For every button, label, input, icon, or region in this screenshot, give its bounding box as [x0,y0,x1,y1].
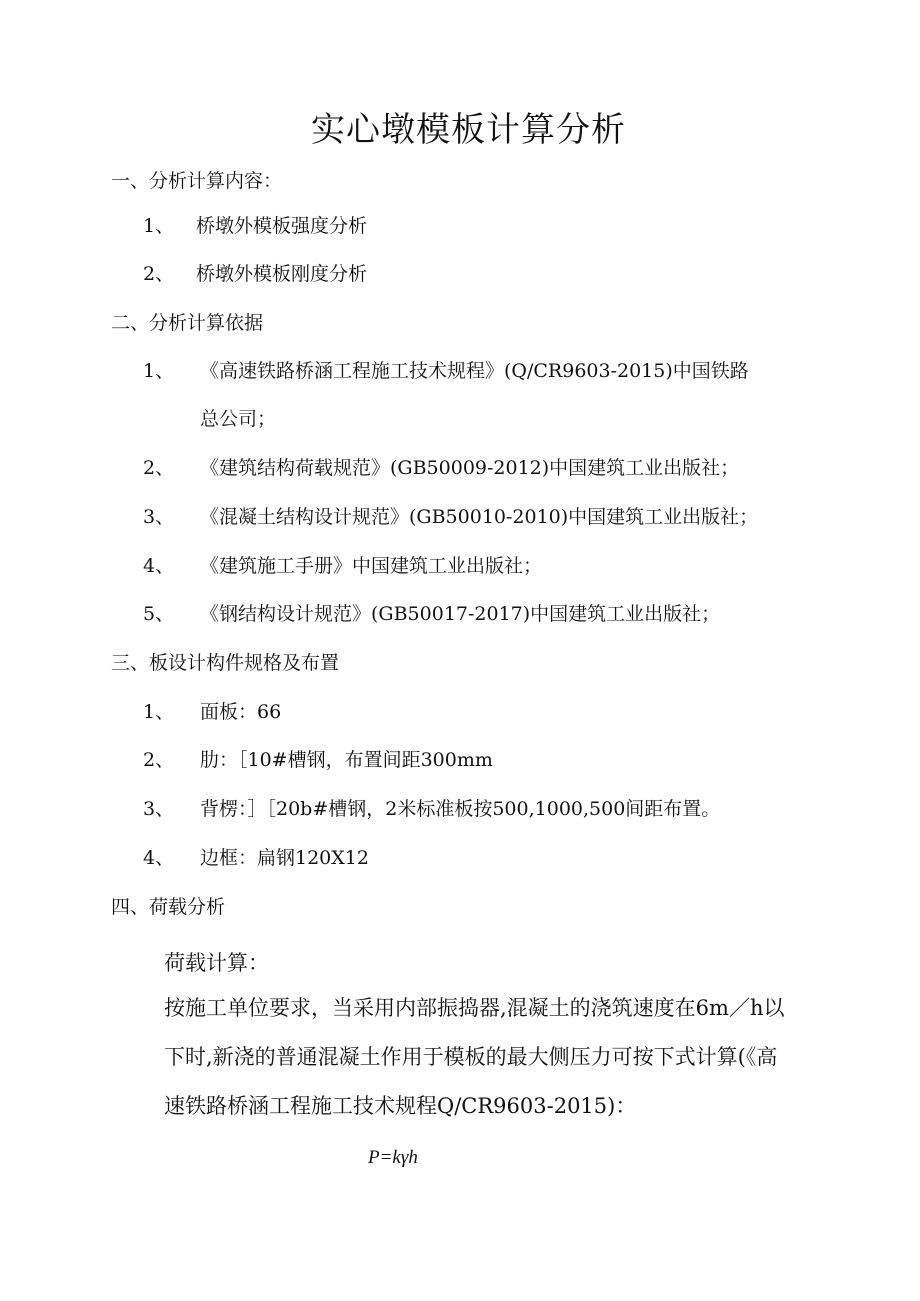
body-paragraph-line: 按施工单位要求，当采用内部振捣器,混凝土的浇筑速度在6m／h以 [164,996,785,1020]
list-number: 2、 [143,263,175,285]
list-item: 《建筑施工手册》中国建筑工业出版社； [200,555,543,577]
list-item: 肋：［10#槽钢，布置间距300mm [200,749,493,771]
list-item: 桥墩外模板刚度分析 [196,263,368,285]
body-paragraph-line: 下时,新浇的普通混凝土作用于模板的最大侧压力可按下式计算(《高 [164,1045,778,1069]
list-item-continuation: 总公司； [200,408,277,430]
section-heading-4: 四、荷载分析 [111,896,226,918]
section-heading-2: 二、分析计算依据 [111,312,264,334]
list-item: 《混凝土结构设计规范》(GB50010-2010)中国建筑工业出版社； [200,506,759,528]
list-item: 桥墩外模板强度分析 [196,215,368,237]
list-item: 边框：扁钢120X12 [200,847,369,869]
list-number: 3、 [143,506,175,528]
formula: P=kγh [368,1147,418,1168]
list-item: 背楞：］［20b#槽钢，2米标准板按500,1000,500间距布置。 [200,798,721,820]
list-item: 面板：66 [200,701,282,723]
list-number: 4、 [143,555,175,577]
list-number: 1、 [143,360,175,382]
list-item: 《钢结构设计规范》(GB50017-2017)中国建筑工业出版社； [200,603,721,625]
list-item: 《高速铁路桥涵工程施工技术规程》(Q/CR9603-2015)中国铁路 [200,360,749,382]
body-paragraph-line: 速铁路桥涵工程施工技术规程Q/CR9603-2015)： [164,1094,637,1118]
page-title: 实心墩模板计算分析 [311,110,626,150]
list-number: 1、 [143,215,175,237]
list-number: 1、 [143,701,175,723]
load-subheading: 荷载计算： [164,951,269,975]
list-item: 《建筑结构荷载规范》(GB50009-2012)中国建筑工业出版社； [200,457,740,479]
list-number: 3、 [143,798,175,820]
list-number: 2、 [143,749,175,771]
list-number: 4、 [143,847,175,869]
section-heading-3: 三、板设计构件规格及布置 [111,652,340,674]
list-number: 2、 [143,457,175,479]
list-number: 5、 [143,603,175,625]
section-heading-1: 一、分析计算内容： [111,170,283,192]
